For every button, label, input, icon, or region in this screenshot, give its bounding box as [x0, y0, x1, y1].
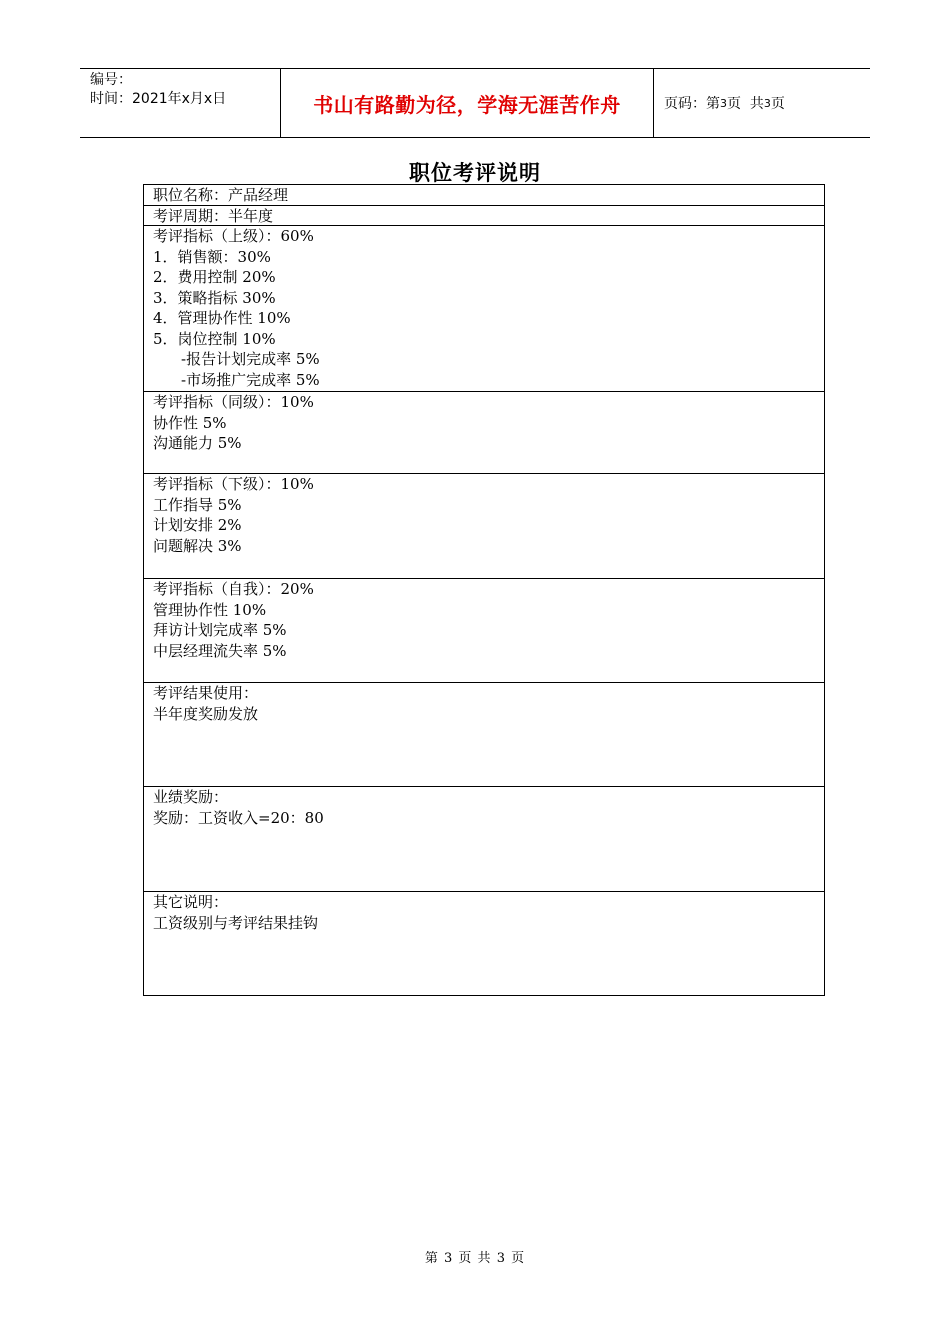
position-name-row [144, 185, 824, 206]
list-item: 问题解决 3% [153, 536, 242, 555]
result-use-row [144, 683, 824, 787]
sub-list-item: -报告计划完成率 5% [181, 350, 320, 368]
reward-heading: 业绩奖励： [153, 788, 229, 806]
list-item: 工作指导 5% [153, 495, 242, 514]
result-use-text: 半年度奖励发放 [153, 704, 259, 723]
evaluation-form [143, 184, 825, 996]
self-heading: 考评指标（自我）：20% [153, 580, 314, 598]
reward-text: 奖励：工资收入=20：80 [153, 808, 324, 827]
list-item: 协作性 5% [153, 413, 227, 432]
page-total: 3 [763, 96, 771, 110]
other-notes-row [144, 892, 824, 995]
list-item: 计划安排 2% [153, 516, 242, 534]
peer-heading: 考评指标（同级）：10% [153, 393, 314, 411]
list-item: 2．费用控制 20% [153, 268, 276, 286]
list-item: 3．策略指标 30% [153, 288, 276, 307]
list-item: 拜访计划完成率 5% [153, 621, 287, 639]
header-meta-cell [80, 69, 281, 137]
evaluation-cycle: 考评周期：半年度 [153, 207, 274, 225]
reward-row [144, 787, 824, 892]
cycle-row [144, 206, 824, 226]
time-label: 时间：2021年x月x日 [90, 91, 227, 107]
header-motto: 书山有路勤为径，学海无涯苦作舟 [281, 69, 654, 137]
sub-list-item: -市场推广完成率 5% [181, 370, 320, 389]
list-item: 5．岗位控制 10% [153, 329, 276, 348]
page-suffix: 页 [770, 96, 785, 112]
serial-label: 编号： [90, 72, 132, 88]
list-item: 管理协作性 10% [153, 600, 267, 619]
page-number: 3 [720, 96, 727, 110]
other-text: 工资级别与考评结果挂钩 [153, 913, 319, 932]
document-title: 职位考评说明 [409, 160, 541, 185]
lower-heading: 考评指标（下级）：10% [153, 475, 314, 493]
upper-metrics-row [144, 226, 824, 392]
list-item: 沟通能力 5% [153, 434, 242, 452]
header-page-info [654, 69, 870, 137]
list-item: 中层经理流失率 5% [153, 641, 287, 660]
list-item: 4．管理协作性 10% [153, 309, 291, 327]
lower-metrics-row [144, 474, 824, 579]
upper-heading: 考评指标（上级）：60% [153, 227, 314, 245]
page-mid: 页 共 [727, 96, 764, 112]
list-item: 1．销售额：30% [153, 247, 271, 266]
document-header [80, 68, 870, 138]
peer-metrics-row [144, 392, 824, 474]
page-footer: 第 3 页 共 3 页 [424, 1251, 526, 1266]
other-heading: 其它说明： [153, 893, 229, 911]
page-prefix: 页码：第 [664, 96, 720, 112]
result-use-heading: 考评结果使用： [153, 684, 259, 702]
self-metrics-row [144, 579, 824, 683]
position-name: 职位名称：产品经理 [153, 186, 289, 204]
